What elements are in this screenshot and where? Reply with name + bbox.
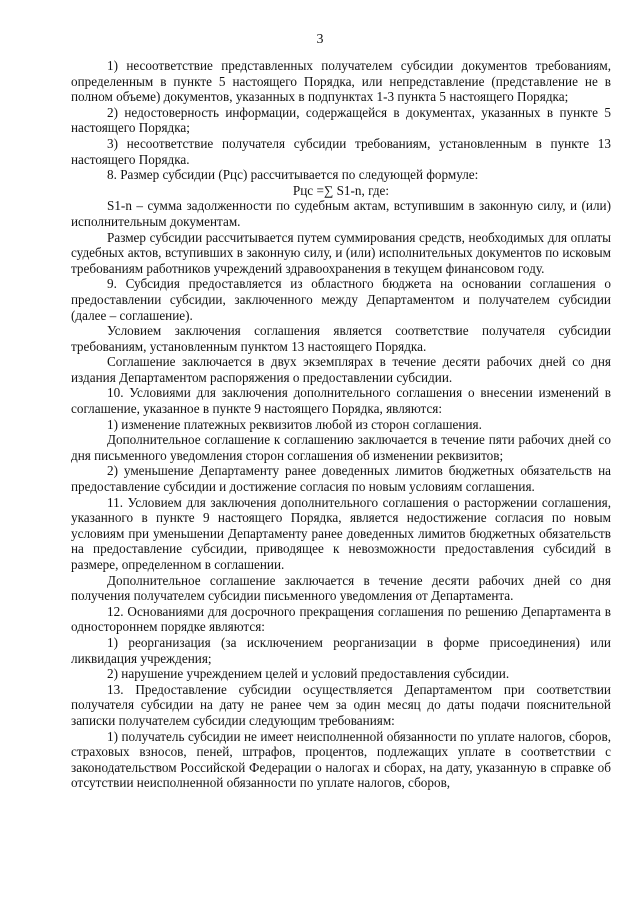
- paragraph: 1) реорганизация (за исключением реорганизации в форме присоединения) или ликвидация учреждения;: [71, 634, 611, 666]
- section-11: 11. Условием для заключения дополнительного соглашения о расторжении соглашения, указанного в пункте 9 настоящего Порядка, является недостижение согласия по новым условиям при уменьшении Департаменту ранее доведенных лимитов бюджетных обязательств на предоставление субсидии, приводящее к невозможности предоставления субсидий в размере, определенном в соглашении.: [71, 494, 611, 572]
- paragraph: Соглашение заключается в двух экземплярах в течение десяти рабочих дней со дня издания Департаментом распоряжения о предоставлении субсидии.: [71, 354, 611, 385]
- formula: Рцс =∑ S1-n, где:: [292, 182, 390, 198]
- section-10: 10. Условиями для заключения дополнительного соглашения о внесении изменений в соглашение, указанное в пункте 9 настоящего Порядка, являются:: [71, 385, 611, 417]
- paragraph: 1) получатель субсидии не имеет неисполненной обязанности по уплате налогов, сборов, страховых взносов, пеней, штрафов, процентов, подлежащих уплате в соответствии с законодательством Российской Федерации о налогах и сборах, на дату, указанную в справке об отсутствии неисполненной обязанности по уплате налогов, сборов,: [71, 728, 611, 791]
- paragraph: Размер субсидии рассчитывается путем суммирования средств, необходимых для оплаты судебных актов, вступивших в законную силу, и (или) исполнительных документов по исковым требованиям работников учреждений здравоохранения в текущем финансовом году.: [71, 229, 611, 276]
- paragraph: 1) несоответствие представленных получателем субсидии документов требованиям, определенным в пункте 5 настоящего Порядка, или непредставление (представление не в полном объеме) документов, указанных в подпунктах 1-3 пункта 5 настоящего Порядка;: [71, 58, 611, 105]
- section-heading-8: 8. Размер субсидии (Рцс) рассчитывается по следующей формуле:: [107, 167, 479, 183]
- paragraph: 1) изменение платежных реквизитов любой из сторон соглашения.: [107, 416, 482, 432]
- page-number: 3: [316, 32, 324, 47]
- paragraph: 2) нарушение учреждением целей и условий предоставления субсидии.: [107, 666, 510, 682]
- section-9: 9. Субсидия предоставляется из областного бюджета на основании соглашения о предоставлении субсидии, заключенного между Департаментом и получателем субсидии (далее – соглашение).: [71, 276, 611, 323]
- section-13: 13. Предоставление субсидии осуществляется Департаментом при соответствии получателя субсидии на дату не ранее чем за один месяц до даты подачи пояснительной записки получателем субсидии следующим требованиям:: [71, 681, 611, 728]
- paragraph: 2) недостоверность информации, содержащейся в документах, указанных в пункте 5 настоящего Порядка;: [71, 104, 611, 136]
- paragraph: S1-n – сумма задолженности по судебным актам, вступившим в законную силу, и (или) исполнительным документам.: [71, 198, 611, 229]
- paragraph: 3) несоответствие получателя субсидии требованиям, установленным в пункте 13 настоящего Порядка.: [71, 135, 611, 167]
- document-body: [71, 58, 611, 791]
- paragraph: Дополнительное соглашение заключается в течение десяти рабочих дней со дня получения получателем субсидии письменного уведомления от Департамента.: [71, 572, 611, 604]
- paragraph: 2) уменьшение Департаменту ранее доведенных лимитов бюджетных обязательств на предоставление субсидии и достижение согласия по новым условиям соглашения.: [71, 463, 611, 495]
- section-12: 12. Основаниями для досрочного прекращения соглашения по решению Департамента в одностороннем порядке являются:: [71, 603, 611, 635]
- paragraph: Условием заключения соглашения является соответствие получателя субсидии требованиям, установленным пунктом 13 настоящего Порядка.: [71, 323, 611, 354]
- paragraph: Дополнительное соглашение к соглашению заключается в течение пяти рабочих дней со дня письменного уведомления сторон соглашения об изменении реквизитов;: [71, 432, 611, 463]
